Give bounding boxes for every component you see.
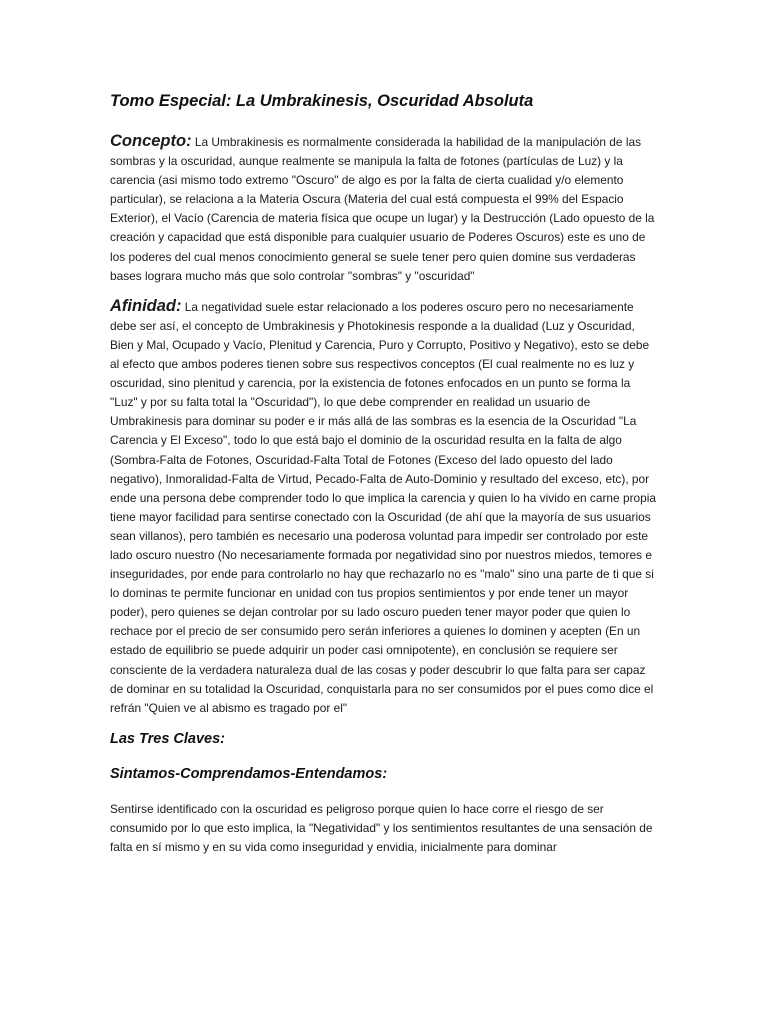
- sentirse-paragraph: Sentirse identificado con la oscuridad es peligroso porque quien lo hace corre el riesgo de ser consumido por lo que esto implica, la "Negatividad" y los sentimientos resultantes de una sensación de falta en sí mismo y en su vida como inseguridad y envidia, inicialmente para dominar: [110, 801, 653, 854]
- afinidad-paragraph: [110, 297, 660, 718]
- concepto-label: Concepto:: [110, 132, 192, 150]
- document-body: [110, 90, 660, 868]
- concepto-paragraph: [110, 132, 660, 286]
- concepto-text: La Umbrakinesis es normalmente considerada la habilidad de la manipulación de las sombras y la oscuridad, aunque realmente se manipula la falta de fotones (partículas de Luz) y la carencia (asi mismo todo extremo "Oscuro" de algo es por la falta de cierta cualidad y/o elemento particular), se relaciona a la Materia Oscura (Materia del cual está compuesta el 99% del Espacio Exterior), el Vacío (Carencia de materia física que ocupe un lugar) y la Destrucción (Lado opuesto de la creación y capacidad que está disponible para cualquier usuario de Poderes Oscuros) este es uno de los poderes del cual menos conocimiento general se suele tener pero quien domine sus verdaderas bases lograra mucho más que solo controlar "sombras" y "oscuridad": [110, 135, 655, 283]
- afinidad-label: Afinidad:: [110, 296, 182, 315]
- tres-claves-heading: Las Tres Claves:: [110, 730, 225, 747]
- document-title: Tomo Especial: La Umbrakinesis, Oscuridad Absoluta: [110, 92, 534, 110]
- page-watermark: ·: [759, 1014, 760, 1018]
- afinidad-text: La negatividad suele estar relacionado a los poderes oscuro pero no necesariamente debe ser así, el concepto de Umbrakinesis y Photokinesis responde a la dualidad (Luz y Oscuridad, Bien y Mal, Ocupado y Vacío, Plenitud y Carencia, Puro y Corrupto, Positivo y Negativo), esto se debe al efecto que ambos poderes tienen sobre sus respectivos conceptos (El cual realmente no es luz y oscuridad, sino plenitud y carencia, por la existencia de fotones enfocados en un punto se forma la "Luz" y por su falta total la "Oscuridad"), lo que debe comprender en realidad un usuario de Umbrakinesis para dominar su poder e ir más allá de las sombras es la esencia de la Oscuridad "La Carencia y El Exceso", todo lo que está bajo el dominio de la oscuridad resulta en la falta de algo (Sombra-Falta de Fotones, Oscuridad-Falta Total de Fotones (Exceso del lado opuesto del lado negativo), Inmoralidad-Falta de Virtud, Pecado-Falta de Auto-Dominio y resultado del exceso, etc), por ende una persona debe comprender todo lo que implica la carencia y quien lo ha vivido en carne propia tiene mayor facilidad para sentirse conectado con la Oscuridad (de ahí que la mayoría de sus usuarios sean villanos), pero también es necesario una poderosa voluntad para impedir ser controlado por este lado oscuro nuestro (No necesariamente formada por negatividad sino por nuestros miedos, temores e inseguridades, por ende para controlarlo no hay que rechazarlo no es "malo" sino una parte de ti que si lo dominas te permite funcionar en unidad con tus propios sentimientos y por ende tener un mayor poder), pero quienes se dejan controlar por su lado oscuro pueden tener mayor poder que quien lo rechace por el precio de ser consumido pero serán inferiores a quienes lo dominen y acepten (En un estado de equilibrio se puede adquirir un poder casi omnipotente), en conclusión se requiere ser consciente de la verdadera naturaleza dual de las cosas y poder descubrir lo que falta para ser capaz de dominar en su totalidad la Oscuridad, conquistarla para no ser consumidos por el pues como dice el refrán "Quien ve al abismo es tragado por el": [110, 299, 657, 715]
- sintamos-heading: Sintamos-Comprendamos-Entendamos:: [110, 765, 388, 782]
